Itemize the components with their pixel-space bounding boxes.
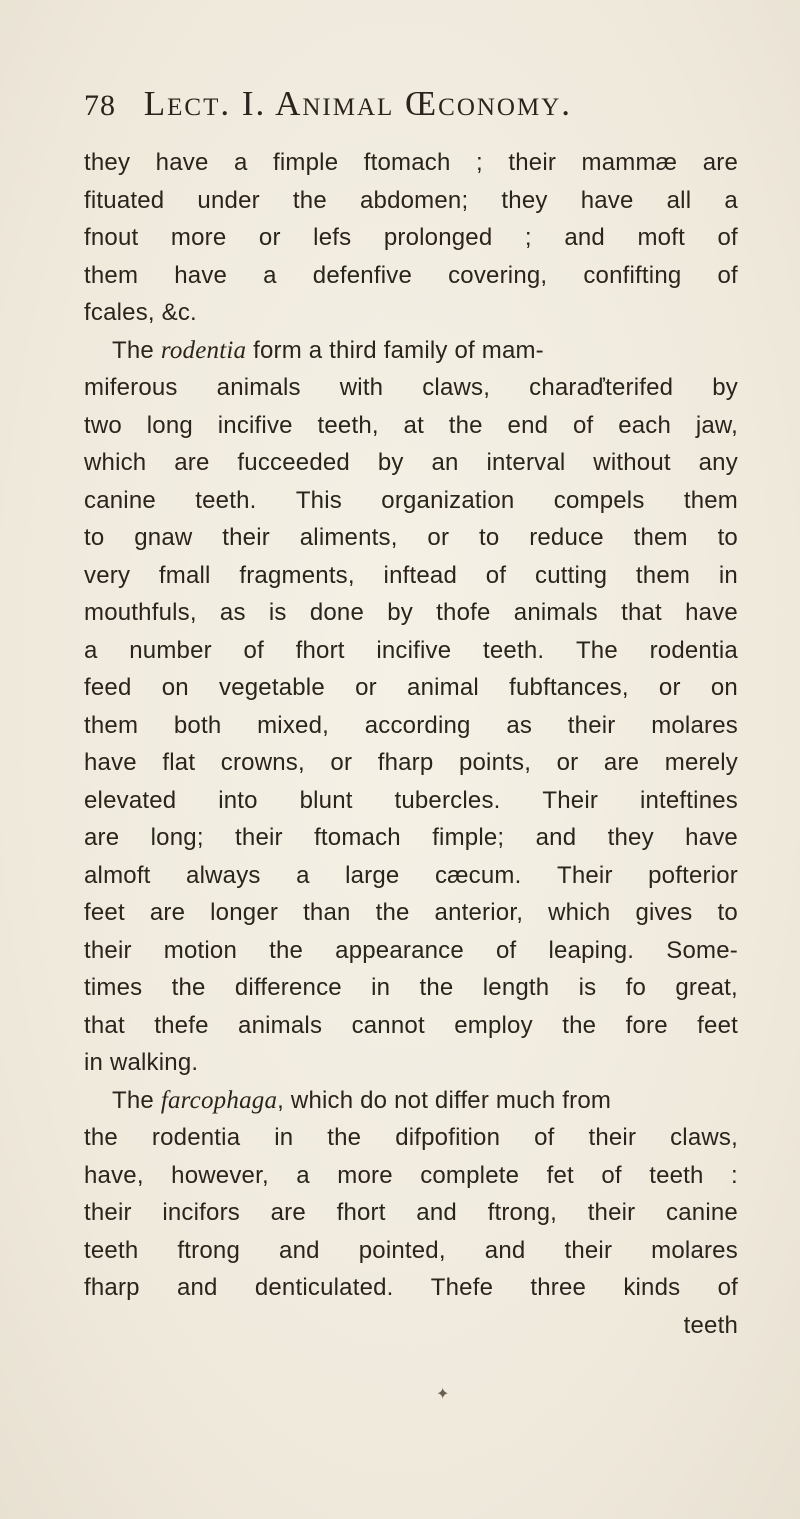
text-line: teeth [683, 1311, 738, 1339]
text-line: two long incifive teeth, at the end of each jaw, [84, 411, 738, 439]
text-line: which are fucceeded by an interval without any [84, 449, 738, 476]
text-line: they have a fimple ftomach ; their mammæ are [84, 149, 738, 176]
text-line: almoft always a large cæcum. Their pofterior [84, 861, 738, 889]
text-line: are long; their ftomach fimple; and they have [84, 824, 738, 851]
text-line: fnout more or lefs prolonged ; and moft of [84, 224, 738, 251]
line-segment: The [112, 1086, 161, 1114]
text-line: miferous animals with claws, charaďterifed by [84, 374, 738, 401]
text-line: them have a defenfive covering, confifting of [84, 261, 738, 289]
line-segment: The [112, 336, 161, 364]
italic-term: farcophaga [160, 1086, 278, 1114]
text-line: fcales, &c. [84, 299, 197, 326]
text-line: the rodentia in the difpofition of their claws, [84, 1124, 738, 1151]
printer-mark: ✦ [436, 1384, 450, 1403]
text-line: feed on vegetable or animal fubftances, or on [84, 674, 738, 701]
text-line: fharp and denticulated. Thefe three kinds of [84, 1274, 738, 1301]
italic-term: rodentia [160, 336, 247, 364]
running-title: Lect. I. Animal Œconomy. [143, 84, 573, 123]
text-line: elevated into blunt tubercles. Their inteftines [84, 786, 738, 814]
text-line: that thefe animals cannot employ the fore feet [84, 1011, 738, 1039]
text-line: feet are longer than the anterior, which gives to [84, 899, 738, 926]
text-line: have flat crowns, or fharp points, or are merely [84, 749, 738, 776]
text-line: their motion the appearance of leaping. Some- [84, 936, 738, 964]
text-line [84, 1082, 738, 1120]
body-text [84, 144, 738, 1344]
text-line: times the difference in the length is fo great, [84, 974, 738, 1001]
text-line [84, 332, 738, 370]
text-line: have, however, a more complete fet of teeth : [84, 1161, 738, 1189]
text-line: them both mixed, according as their molares [84, 711, 738, 739]
page-number: 78 [84, 89, 116, 122]
text-line: fituated under the abdomen; they have all a [84, 186, 738, 214]
text-line: in walking. [84, 1049, 199, 1076]
text-line: mouthfuls, as is done by thofe animals that have [84, 599, 738, 626]
running-header [84, 84, 724, 134]
text-line: teeth ftrong and pointed, and their molares [84, 1236, 738, 1264]
line-segment: , which do not differ much from [277, 1086, 612, 1114]
text-line: a number of fhort incifive teeth. The rodentia [84, 636, 738, 664]
text-line: canine teeth. This organization compels them [84, 486, 738, 514]
line-segment: form a third family of mam- [246, 336, 544, 364]
text-line: very fmall fragments, inftead of cutting them in [84, 561, 738, 589]
text-line: their incifors are fhort and ftrong, their canine [84, 1199, 738, 1226]
text-line: to gnaw their aliments, or to reduce them to [84, 524, 738, 551]
